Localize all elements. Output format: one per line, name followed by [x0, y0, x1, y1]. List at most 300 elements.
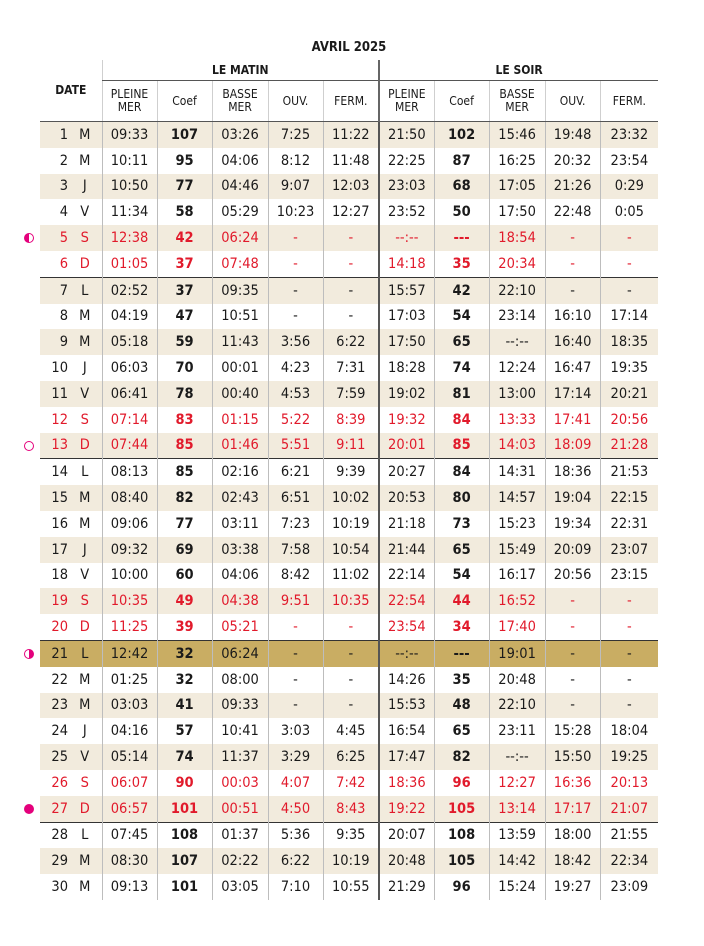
day-letter: L	[68, 640, 102, 666]
ouv-pm: 18:00	[545, 822, 600, 848]
basse-mer-pm: 13:59	[489, 822, 545, 848]
ouv-am: -	[268, 614, 323, 640]
ferm-am: 8:39	[323, 407, 379, 433]
basse-mer-pm: 20:34	[489, 251, 545, 277]
ferm-pm: 23:54	[600, 148, 658, 174]
ouv-am: -	[268, 693, 323, 719]
pleine-mer-pm: 17:03	[379, 304, 434, 330]
pleine-mer-pm: 20:48	[379, 848, 434, 874]
day-letter: M	[68, 693, 102, 719]
ferm-pm: -	[600, 667, 658, 693]
ouv-pm: 19:48	[545, 122, 600, 148]
basse-mer-am: 10:51	[212, 304, 268, 330]
day-letter: J	[82, 360, 87, 377]
coef-pm: 65	[434, 537, 489, 563]
pleine-mer-am: 04:19	[102, 304, 157, 330]
ferm-pm: 23:07	[600, 537, 658, 563]
pleine-mer-am: 05:14	[102, 744, 157, 770]
pleine-mer-pm: 18:28	[379, 355, 434, 381]
ouv-pm: -	[545, 693, 600, 719]
coef-pm: 85	[434, 433, 489, 459]
coef-am: 58	[157, 199, 212, 225]
table-row	[40, 770, 658, 796]
coef-pm: 44	[434, 588, 489, 614]
basse-mer-am: 07:48	[212, 251, 268, 277]
pleine-mer-am: 07:14	[102, 407, 157, 433]
basse-mer-pm: 17:50	[489, 199, 545, 225]
pleine-mer-pm: 22:14	[379, 563, 434, 589]
basse-mer-pm: 22:10	[489, 693, 545, 719]
pleine-mer-am: 10:35	[102, 588, 157, 614]
pleine-mer-am: 09:33	[102, 122, 157, 148]
day-letter: D	[79, 255, 90, 272]
coef-pm: 34	[434, 614, 489, 640]
day-letter: S	[80, 774, 89, 791]
day-number: 1	[40, 122, 68, 148]
day-letter: M	[68, 329, 102, 355]
ferm-pm: -	[600, 225, 658, 251]
basse-mer-am: 00:03	[212, 770, 268, 796]
basse-mer-am: 02:22	[212, 848, 268, 874]
basse-mer-am: 01:37	[212, 822, 268, 848]
day-letter: M	[68, 485, 102, 511]
day-number: 15	[40, 485, 68, 511]
basse-mer-pm: 17:40	[489, 614, 545, 640]
table-row	[40, 874, 658, 900]
ouv-am: -	[268, 640, 323, 666]
ferm-pm: 0:05	[600, 199, 658, 225]
ferm-pm: 18:04	[600, 718, 658, 744]
ferm-am: 10:55	[323, 874, 379, 900]
ferm-pm: 20:13	[600, 770, 658, 796]
ferm-am: -	[323, 614, 379, 640]
basse-mer-pm: 23:14	[489, 304, 545, 330]
ferm-pm: 22:31	[600, 511, 658, 537]
ferm-am: 7:59	[323, 381, 379, 407]
table-row	[40, 485, 658, 511]
coef-am: 85	[157, 459, 212, 485]
ferm-am: 12:03	[323, 174, 379, 200]
coef-pm: 84	[434, 459, 489, 485]
pleine-mer-pm: 16:54	[379, 718, 434, 744]
coef-pm: 96	[434, 770, 489, 796]
ouv-pm: 19:27	[545, 874, 600, 900]
basse-mer-pm: 15:23	[489, 511, 545, 537]
ouv-am: 5:51	[268, 433, 323, 459]
ouv-am: 4:23	[268, 355, 323, 381]
basse-mer-pm: 19:01	[489, 640, 545, 666]
pleine-mer-am: 10:00	[102, 563, 157, 589]
day-letter: M	[79, 515, 91, 532]
ouv-am: -	[268, 667, 323, 693]
ouv-pm: 17:14	[545, 381, 600, 407]
ouv-pm: 20:32	[545, 148, 600, 174]
coef-pm: ---	[434, 640, 489, 666]
pleine-mer-pm: 15:57	[379, 277, 434, 303]
basse-mer-am: 06:24	[212, 640, 268, 666]
ferm-pm: 0:29	[600, 174, 658, 200]
ouv-am: 3:03	[268, 718, 323, 744]
ouv-am: -	[268, 225, 323, 251]
coef-pm: 96	[434, 874, 489, 900]
day-number: 9	[40, 329, 68, 355]
day-number: 5	[40, 225, 68, 251]
day-number: 2	[59, 152, 68, 169]
table-row	[40, 718, 658, 744]
ouv-pm: -	[545, 225, 600, 251]
coef-am: 39	[157, 614, 212, 640]
ferm-pm: 21:53	[600, 459, 658, 485]
ferm-pm: -	[600, 588, 658, 614]
coef-am: 108	[157, 822, 212, 848]
ferm-am: -	[323, 693, 379, 719]
pleine-mer-pm: --:--	[379, 225, 434, 251]
ferm-am: 6:22	[323, 329, 379, 355]
pleine-mer-pm: 17:50	[379, 329, 434, 355]
basse-mer-am: 03:11	[212, 511, 268, 537]
ouv-am: 9:51	[268, 588, 323, 614]
ferm-pm: 23:09	[600, 874, 658, 900]
pleine-mer-pm: 23:52	[379, 199, 434, 225]
ouv-pm: 22:48	[545, 199, 600, 225]
pleine-mer-am: 07:45	[102, 822, 157, 848]
coef-pm: 102	[434, 122, 489, 148]
basse-mer-am: 02:16	[212, 459, 268, 485]
pleine-mer-am: 11:25	[102, 614, 157, 640]
coef-am: 101	[157, 796, 212, 822]
basse-mer-am: 11:37	[212, 744, 268, 770]
ferm-pm: 20:21	[600, 381, 658, 407]
ferm-pm: 23:32	[600, 122, 658, 148]
coef-pm: 35	[434, 667, 489, 693]
ouv-am: 7:25	[268, 122, 323, 148]
full-moon-icon	[24, 441, 34, 451]
ferm-am: 11:48	[323, 148, 379, 174]
ouv-pm: -	[545, 640, 600, 666]
day-number: 19	[40, 588, 68, 614]
pleine-mer-pm: 20:27	[379, 459, 434, 485]
day-number: 29	[40, 848, 68, 874]
ferm-pm: -	[600, 277, 658, 303]
basse-mer-pm: --:--	[489, 329, 545, 355]
day-number: 4	[59, 204, 68, 221]
pleine-mer-am: 06:57	[102, 796, 157, 822]
basse-mer-am: 00:40	[212, 381, 268, 407]
basse-mer-pm: 18:54	[489, 225, 545, 251]
ouv-am: 6:21	[268, 459, 323, 485]
pleine-mer-am: 06:41	[102, 381, 157, 407]
coef-pm: 108	[434, 822, 489, 848]
basse-mer-am: 04:46	[212, 174, 268, 200]
soir-coef-header: Coef	[434, 81, 489, 122]
coef-am: 59	[157, 329, 212, 355]
ferm-am: -	[323, 251, 379, 277]
coef-am: 101	[157, 874, 212, 900]
table-row	[40, 744, 658, 770]
last-quarter-moon-icon	[24, 649, 34, 659]
day-letter: D	[68, 433, 102, 459]
basse-mer-am: 05:21	[212, 614, 268, 640]
coef-pm: ---	[434, 225, 489, 251]
day-number: 16	[51, 515, 68, 532]
ouv-pm: 18:42	[545, 848, 600, 874]
ferm-pm: 22:15	[600, 485, 658, 511]
basse-mer-pm: 23:11	[489, 718, 545, 744]
ferm-pm: 20:56	[600, 407, 658, 433]
soir-ferm-header: FERM.	[600, 81, 658, 122]
ferm-am: -	[323, 277, 379, 303]
coef-pm: 65	[434, 329, 489, 355]
ferm-pm: 18:35	[600, 329, 658, 355]
day-letter: L	[68, 822, 102, 848]
ferm-am: 10:19	[323, 511, 379, 537]
pleine-mer-am: 09:06	[102, 511, 157, 537]
first-quarter-moon-icon	[24, 233, 34, 243]
day-letter: L	[68, 459, 102, 485]
pleine-mer-pm: 21:44	[379, 537, 434, 563]
coef-pm: 54	[434, 304, 489, 330]
basse-mer-pm: 12:24	[489, 355, 545, 381]
ferm-am: 10:54	[323, 537, 379, 563]
table-row	[40, 329, 658, 355]
coef-am: 107	[157, 122, 212, 148]
basse-mer-pm: 13:14	[489, 796, 545, 822]
day-number: 18	[51, 567, 68, 584]
table-row	[40, 355, 658, 381]
ouv-am: 4:50	[268, 796, 323, 822]
day-letter: D	[79, 619, 90, 636]
pleine-mer-pm: 21:18	[379, 511, 434, 537]
basse-mer-am: 11:43	[212, 329, 268, 355]
ferm-pm: -	[600, 251, 658, 277]
table-row	[40, 563, 658, 589]
ouv-am: 10:23	[268, 199, 323, 225]
day-number: 17	[40, 537, 68, 563]
table-row	[40, 459, 658, 485]
table-row	[40, 148, 658, 174]
coef-pm: 87	[434, 148, 489, 174]
ferm-am: 7:42	[323, 770, 379, 796]
matin-basse-mer-header: BASSE MER	[212, 81, 268, 122]
day-number: 10	[51, 360, 68, 377]
pleine-mer-pm: 14:26	[379, 667, 434, 693]
coef-pm: 105	[434, 796, 489, 822]
basse-mer-pm: 22:10	[489, 277, 545, 303]
table-row	[40, 614, 658, 640]
basse-mer-pm: 12:27	[489, 770, 545, 796]
pleine-mer-pm: 14:18	[379, 251, 434, 277]
coef-pm: 82	[434, 744, 489, 770]
day-letter: V	[80, 567, 90, 584]
ouv-am: 6:22	[268, 848, 323, 874]
basse-mer-am: 03:38	[212, 537, 268, 563]
ouv-pm: 21:26	[545, 174, 600, 200]
ouv-am: 3:29	[268, 744, 323, 770]
ouv-pm: 18:09	[545, 433, 600, 459]
ferm-pm: 21:28	[600, 433, 658, 459]
ferm-pm: -	[600, 614, 658, 640]
day-letter: M	[79, 308, 91, 325]
ferm-pm: 23:15	[600, 563, 658, 589]
ouv-am: 5:36	[268, 822, 323, 848]
basse-mer-pm: 15:49	[489, 537, 545, 563]
pleine-mer-pm: 22:54	[379, 588, 434, 614]
pleine-mer-pm: 20:01	[379, 433, 434, 459]
soir-basse-mer-header: BASSE MER	[489, 81, 545, 122]
coef-am: 60	[157, 563, 212, 589]
pleine-mer-am: 06:07	[102, 770, 157, 796]
basse-mer-pm: 14:42	[489, 848, 545, 874]
basse-mer-am: 05:29	[212, 199, 268, 225]
ouv-pm: 20:09	[545, 537, 600, 563]
basse-mer-am: 09:33	[212, 693, 268, 719]
basse-mer-am: 09:35	[212, 277, 268, 303]
coef-pm: 74	[434, 355, 489, 381]
ouv-pm: 15:50	[545, 744, 600, 770]
table-row	[40, 848, 658, 874]
table-row	[40, 225, 658, 251]
pleine-mer-am: 12:42	[102, 640, 157, 666]
coef-am: 32	[157, 640, 212, 666]
coef-am: 42	[157, 225, 212, 251]
basse-mer-pm: 13:33	[489, 407, 545, 433]
basse-mer-am: 04:06	[212, 563, 268, 589]
basse-mer-pm: 15:46	[489, 122, 545, 148]
pleine-mer-am: 08:13	[102, 459, 157, 485]
ouv-pm: 16:36	[545, 770, 600, 796]
day-number: 7	[40, 277, 68, 303]
day-letter: S	[68, 588, 102, 614]
basse-mer-am: 03:26	[212, 122, 268, 148]
ouv-am: 9:07	[268, 174, 323, 200]
day-letter: V	[68, 381, 102, 407]
day-letter: V	[68, 744, 102, 770]
table-row	[40, 537, 658, 563]
day-number: 6	[59, 255, 68, 272]
pleine-mer-am: 02:52	[102, 277, 157, 303]
matin-coef-header: Coef	[157, 81, 212, 122]
day-letter: J	[68, 174, 102, 200]
coef-am: 74	[157, 744, 212, 770]
day-letter: M	[79, 152, 91, 169]
ferm-am: 9:11	[323, 433, 379, 459]
ouv-am: 7:23	[268, 511, 323, 537]
day-number: 28	[40, 822, 68, 848]
matin-pleine-mer-header: PLEINE MER	[102, 81, 157, 122]
ferm-am: 9:35	[323, 822, 379, 848]
table-row	[40, 174, 658, 200]
basse-mer-pm: 16:17	[489, 563, 545, 589]
ouv-pm: 15:28	[545, 718, 600, 744]
basse-mer-am: 01:15	[212, 407, 268, 433]
ouv-pm: -	[545, 277, 600, 303]
ferm-am: -	[323, 640, 379, 666]
ferm-pm: 21:55	[600, 822, 658, 848]
day-number: 14	[40, 459, 68, 485]
day-letter: D	[68, 796, 102, 822]
pleine-mer-am: 01:05	[102, 251, 157, 277]
basse-mer-am: 00:51	[212, 796, 268, 822]
day-letter: M	[68, 122, 102, 148]
coef-pm: 42	[434, 277, 489, 303]
ouv-pm: 16:10	[545, 304, 600, 330]
basse-mer-am: 00:01	[212, 355, 268, 381]
tide-table	[40, 60, 658, 900]
table-row	[40, 277, 658, 303]
ferm-am: 4:45	[323, 718, 379, 744]
basse-mer-pm: 20:48	[489, 667, 545, 693]
day-letter: J	[82, 723, 87, 740]
pleine-mer-pm: 19:02	[379, 381, 434, 407]
basse-mer-pm: --:--	[489, 744, 545, 770]
new-moon-icon	[24, 804, 34, 814]
ouv-pm: 18:36	[545, 459, 600, 485]
ouv-am: -	[268, 277, 323, 303]
table-row	[40, 251, 658, 277]
ferm-am: 7:31	[323, 355, 379, 381]
pleine-mer-am: 08:40	[102, 485, 157, 511]
ouv-am: -	[268, 304, 323, 330]
coef-am: 85	[157, 433, 212, 459]
ferm-am: -	[323, 304, 379, 330]
ferm-am: 9:39	[323, 459, 379, 485]
coef-am: 78	[157, 381, 212, 407]
basse-mer-pm: 17:05	[489, 174, 545, 200]
coef-pm: 73	[434, 511, 489, 537]
basse-mer-pm: 16:25	[489, 148, 545, 174]
table-row	[40, 640, 658, 666]
basse-mer-am: 08:00	[212, 667, 268, 693]
day-number: 23	[40, 693, 68, 719]
month-title: AVRIL 2025	[311, 40, 387, 55]
pleine-mer-pm: 21:50	[379, 122, 434, 148]
coef-pm: 48	[434, 693, 489, 719]
coef-pm: 80	[434, 485, 489, 511]
ferm-am: 11:22	[323, 122, 379, 148]
coef-am: 82	[157, 485, 212, 511]
coef-am: 41	[157, 693, 212, 719]
pleine-mer-am: 12:38	[102, 225, 157, 251]
basse-mer-am: 04:38	[212, 588, 268, 614]
day-letter: M	[68, 848, 102, 874]
ferm-pm: 21:07	[600, 796, 658, 822]
ouv-am: 3:56	[268, 329, 323, 355]
day-number: 3	[40, 174, 68, 200]
day-letter: S	[80, 411, 89, 428]
soir-pleine-mer-header: PLEINE MER	[379, 81, 434, 122]
pleine-mer-pm: 23:03	[379, 174, 434, 200]
ouv-pm: -	[545, 251, 600, 277]
table-row	[40, 304, 658, 330]
ferm-pm: 17:14	[600, 304, 658, 330]
pleine-mer-am: 10:50	[102, 174, 157, 200]
coef-pm: 65	[434, 718, 489, 744]
basse-mer-pm: 14:31	[489, 459, 545, 485]
pleine-mer-am: 01:25	[102, 667, 157, 693]
table-row	[40, 199, 658, 225]
ferm-am: 6:25	[323, 744, 379, 770]
morning-header: LE MATIN	[102, 60, 379, 81]
coef-am: 37	[157, 277, 212, 303]
coef-am: 47	[157, 304, 212, 330]
coef-am: 95	[157, 148, 212, 174]
coef-am: 69	[157, 537, 212, 563]
coef-am: 70	[157, 355, 212, 381]
ferm-am: 10:02	[323, 485, 379, 511]
ferm-am: 11:02	[323, 563, 379, 589]
ferm-pm: -	[600, 693, 658, 719]
pleine-mer-pm: 20:07	[379, 822, 434, 848]
